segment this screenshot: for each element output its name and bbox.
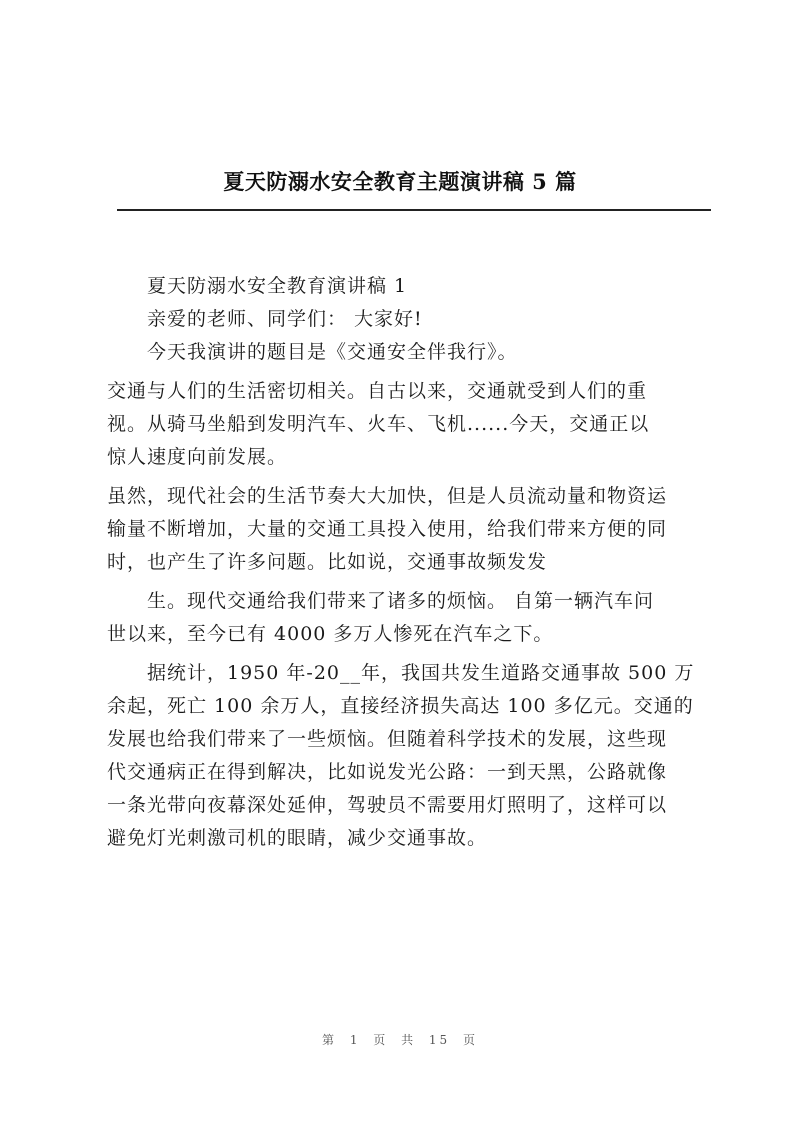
paragraph-line: 时，也产生了许多问题。比如说，交通事故频发发 <box>107 551 548 573</box>
page-number-footer: 第 1 页 共 15 页 <box>322 1033 478 1047</box>
paragraph-line: 交通与人们的生活密切相关。自古以来，交通就受到人们的重 <box>107 380 648 402</box>
title-underline-divider <box>117 209 711 211</box>
paragraph-line: 据统计，1950 年-20__年，我国共发生道路交通事故 500 万 <box>147 662 695 684</box>
paragraph-line: 避免灯光刺激司机的眼睛，减少交通事故。 <box>107 827 488 849</box>
paragraph-line: 余起，死亡 100 余万人，直接经济损失高达 100 多亿元。交通的 <box>107 695 694 717</box>
document-title: 夏天防溺水安全教育主题演讲稿 5 篇 <box>223 169 577 194</box>
document-body <box>107 270 713 855</box>
paragraph-line: 发展也给我们带来了一些烦恼。但随着科学技术的发展，这些现 <box>107 728 668 750</box>
paragraph-line: 代交通病正在得到解决，比如说发光公路：一到天黑，公路就像 <box>107 761 668 783</box>
section-heading: 夏天防溺水安全教育演讲稿 1 <box>147 275 408 297</box>
paragraph-line: 虽然，现代社会的生活节奏大大加快，但是人员流动量和物资运 <box>107 485 668 507</box>
paragraph-line: 世以来，至今已有 4000 多万人惨死在汽车之下。 <box>107 623 554 645</box>
paragraph-line: 一条光带向夜幕深处延伸，驾驶员不需要用灯照明了，这样可以 <box>107 794 668 816</box>
paragraph-line: 生。现代交通给我们带来了诸多的烦恼。 自第一辆汽车问 <box>147 590 655 612</box>
speech-topic-line: 今天我演讲的题目是《交通安全伴我行》。 <box>147 341 518 363</box>
paragraph-line: 惊人速度向前发展。 <box>107 446 288 468</box>
salutation-line: 亲爱的老师、同学们： 大家好! <box>147 308 423 330</box>
paragraph-line: 视。从骑马坐船到发明汽车、火车、飞机......今天，交通正以 <box>107 413 650 435</box>
paragraph-line: 输量不断增加，大量的交通工具投入使用，给我们带来方便的同 <box>107 518 668 540</box>
